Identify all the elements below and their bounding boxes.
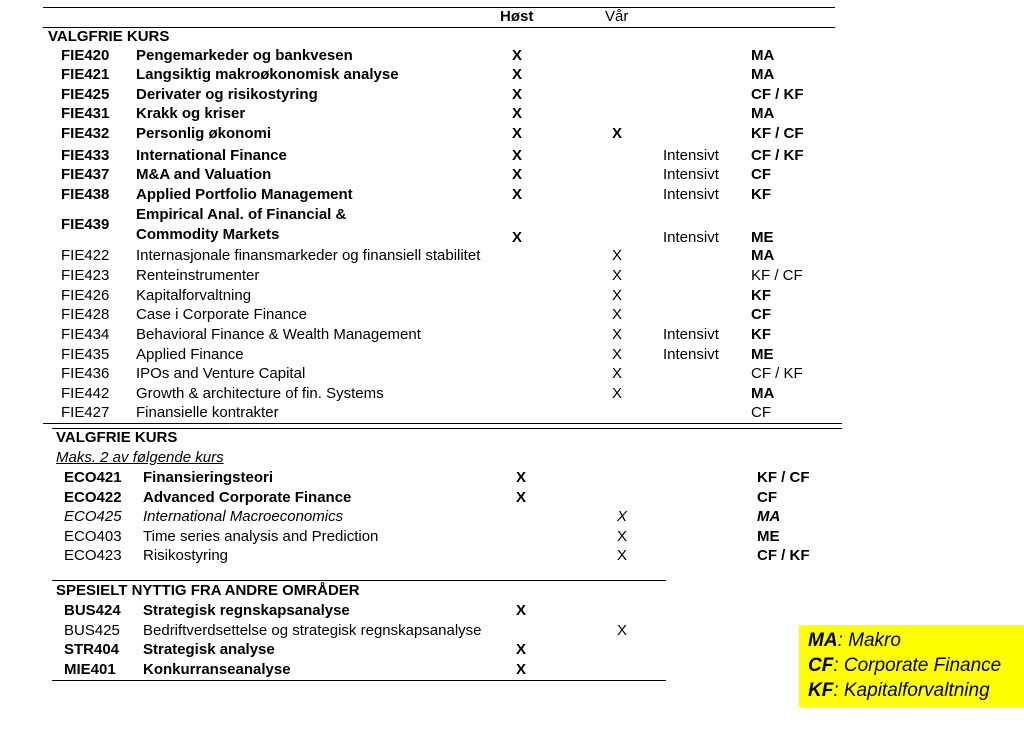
table-row: [0, 404, 1024, 424]
course-name: Case i Corporate Finance: [136, 306, 307, 323]
course-code: FIE428: [61, 306, 110, 323]
spring-mark: X: [612, 267, 623, 284]
course-name: Renteinstrumenter: [136, 267, 260, 284]
area-code: CF: [751, 404, 771, 421]
table-row: [0, 385, 1024, 405]
course-code: FIE438: [61, 186, 110, 203]
autumn-mark: X: [512, 105, 523, 122]
autumn-mark: X: [516, 661, 527, 678]
area-code: MA: [751, 66, 775, 83]
course-code: ECO422: [64, 489, 122, 506]
autumn-mark: X: [512, 186, 523, 203]
area-code: MA: [751, 105, 775, 122]
spring-mark: X: [612, 247, 623, 264]
intensive-note: Intensivt: [663, 229, 719, 246]
table-row: [0, 602, 1024, 622]
section2-subtitle: Maks. 2 av følgende kurs: [56, 449, 224, 466]
table-row: [0, 125, 1024, 145]
table-row: [0, 365, 1024, 385]
course-code: BUS425: [64, 622, 120, 639]
autumn-mark: X: [512, 86, 523, 103]
course-name: Finansielle kontrakter: [136, 404, 279, 421]
autumn-mark: X: [512, 125, 523, 142]
area-code: KF: [751, 326, 771, 343]
area-code: CF / KF: [751, 365, 803, 382]
spring-mark: X: [612, 346, 623, 363]
table-row: [0, 287, 1024, 307]
course-name: M&A and Valuation: [136, 166, 272, 183]
course-code: BUS424: [64, 602, 121, 619]
area-code: KF / CF: [757, 469, 810, 486]
intensive-note: Intensivt: [663, 346, 719, 363]
course-code: FIE422: [61, 247, 110, 264]
table-row: [0, 346, 1024, 366]
course-code: FIE439: [61, 216, 110, 233]
course-code: FIE435: [61, 346, 110, 363]
course-name: Personlig økonomi: [136, 125, 272, 142]
top-rule: [43, 7, 835, 8]
course-code: FIE431: [61, 105, 110, 122]
course-name: Internasjonale finansmarkeder og finansiell stabilitet: [136, 247, 481, 264]
course-name: Finansieringsteori: [143, 469, 274, 486]
table-row: [0, 267, 1024, 287]
area-code: KF: [751, 186, 771, 203]
intensive-note: Intensivt: [663, 186, 719, 203]
spring-mark: X: [612, 326, 623, 343]
spring-mark: X: [617, 547, 628, 564]
table-row: [0, 508, 1024, 528]
area-code: CF / KF: [751, 147, 804, 164]
legend-item-ma: MA: Makro: [808, 630, 901, 651]
table-row: [0, 247, 1024, 267]
autumn-mark: X: [516, 489, 527, 506]
spring-mark: X: [612, 306, 623, 323]
autumn-mark: X: [516, 602, 527, 619]
table-row: [0, 147, 1024, 167]
course-code: FIE421: [61, 66, 110, 83]
area-code: CF: [757, 489, 777, 506]
course-code: STR404: [64, 641, 120, 658]
course-code: FIE442: [61, 385, 110, 402]
course-name: Bedriftverdsettelse og strategisk regnskapsanalyse: [143, 622, 482, 639]
table-row: [0, 86, 1024, 106]
course-name: International Finance: [136, 147, 287, 164]
spring-mark: X: [617, 508, 628, 525]
course-code: FIE423: [61, 267, 110, 284]
course-name: Time series analysis and Prediction: [143, 528, 379, 545]
course-name: Kapitalforvaltning: [136, 287, 252, 304]
course-name: IPOs and Venture Capital: [136, 365, 306, 382]
area-code: ME: [757, 528, 780, 545]
table-row: [0, 186, 1024, 206]
course-code: FIE432: [61, 125, 110, 142]
course-code: ECO403: [64, 528, 122, 545]
course-code: FIE425: [61, 86, 110, 103]
table-row: [0, 489, 1024, 509]
area-code: KF: [751, 287, 771, 304]
section1-title: VALGFRIE KURS: [48, 28, 170, 45]
course-name: Applied Portfolio Management: [136, 186, 353, 203]
area-code: CF: [751, 166, 771, 183]
table-row: [0, 547, 1024, 567]
area-code: KF / CF: [751, 125, 804, 142]
table-row: [0, 326, 1024, 346]
area-code: ME: [751, 346, 774, 363]
spring-mark: X: [612, 125, 623, 142]
area-code: ME: [751, 229, 774, 246]
course-name: Growth & architecture of fin. Systems: [136, 385, 384, 402]
area-code: KF / CF: [751, 267, 803, 284]
course-code: FIE437: [61, 166, 110, 183]
course-name: Langsiktig makroøkonomisk analyse: [136, 66, 399, 83]
course-code: FIE434: [61, 326, 110, 343]
course-name: Applied Finance: [136, 346, 244, 363]
course-name: Konkurranseanalyse: [143, 661, 291, 678]
header-var: Vår: [605, 8, 629, 25]
course-code: FIE426: [61, 287, 110, 304]
course-code: FIE433: [61, 147, 110, 164]
course-code: ECO425: [64, 508, 122, 525]
area-code: MA: [751, 247, 775, 264]
table-row: [0, 105, 1024, 125]
section3-top-rule: [52, 580, 666, 581]
legend-item-kf: KF: Kapitalforvaltning: [808, 680, 990, 701]
autumn-mark: X: [512, 229, 523, 246]
course-code: ECO423: [64, 547, 122, 564]
course-name-line2: Commodity Markets: [136, 226, 280, 243]
course-code: FIE420: [61, 47, 110, 64]
course-name: Strategisk regnskapsanalyse: [143, 602, 350, 619]
course-name: Behavioral Finance & Wealth Management: [136, 326, 421, 343]
spring-mark: X: [617, 622, 628, 639]
course-name: Krakk og kriser: [136, 105, 246, 122]
intensive-note: Intensivt: [663, 166, 719, 183]
section2-title: VALGFRIE KURS: [56, 429, 178, 446]
table-row: [0, 166, 1024, 186]
table-row: [0, 47, 1024, 67]
area-code: MA: [757, 508, 781, 525]
intensive-note: Intensivt: [663, 147, 719, 164]
spring-mark: X: [612, 385, 623, 402]
spring-mark: X: [612, 365, 623, 382]
course-code: FIE436: [61, 365, 110, 382]
section3-bottom-rule: [52, 680, 666, 681]
course-code: FIE427: [61, 404, 110, 421]
autumn-mark: X: [512, 166, 523, 183]
intensive-note: Intensivt: [663, 326, 719, 343]
course-name: International Macroeconomics: [143, 508, 344, 525]
autumn-mark: X: [512, 47, 523, 64]
autumn-mark: X: [516, 469, 527, 486]
course-name: Advanced Corporate Finance: [143, 489, 352, 506]
table-row: [0, 528, 1024, 548]
legend-box: [799, 625, 1024, 707]
header-host: Høst: [500, 8, 534, 25]
spring-mark: X: [612, 287, 623, 304]
section1-bottom-rule: [43, 423, 842, 424]
area-code: CF: [751, 306, 771, 323]
autumn-mark: X: [512, 66, 523, 83]
table-row: [0, 66, 1024, 86]
spring-mark: X: [617, 528, 628, 545]
course-name: Strategisk analyse: [143, 641, 275, 658]
course-name: Risikostyring: [143, 547, 229, 564]
autumn-mark: X: [512, 147, 523, 164]
area-code: MA: [751, 47, 775, 64]
table-row: [0, 306, 1024, 326]
section3-title: SPESIELT NYTTIG FRA ANDRE OMRÅDER: [56, 582, 360, 599]
area-code: CF / KF: [757, 547, 810, 564]
course-name: Pengemarkeder og bankvesen: [136, 47, 353, 64]
course-name-line1: Empirical Anal. of Financial &: [136, 206, 347, 223]
course-code: MIE401: [64, 661, 116, 678]
area-code: CF / KF: [751, 86, 804, 103]
legend-item-cf: CF: Corporate Finance: [808, 655, 1002, 676]
table-row: [0, 469, 1024, 489]
course-name: Derivater og risikostyring: [136, 86, 318, 103]
course-code: ECO421: [64, 469, 122, 486]
autumn-mark: X: [516, 641, 527, 658]
area-code: MA: [751, 385, 775, 402]
